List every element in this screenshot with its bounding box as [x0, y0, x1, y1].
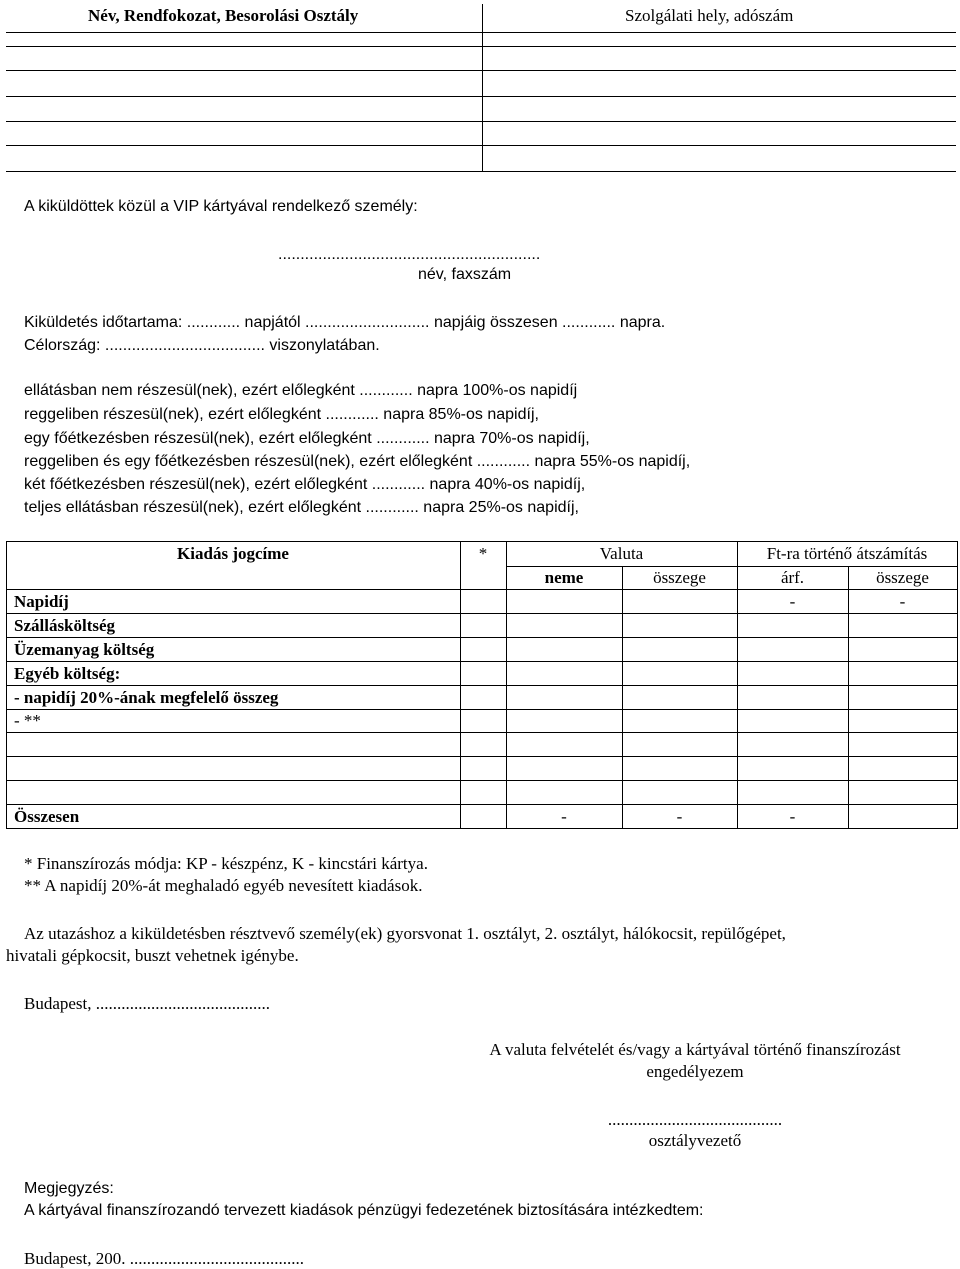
sub-currency-type: neme [544, 568, 584, 587]
total-dash: - [676, 807, 683, 826]
footnote-other: ** A napidíj 20%-át meghaladó egyéb nevesített kiadások. [24, 876, 423, 895]
per-diem-line: két főétkezésben részesül(nek), ezért előlegként ............ napra 40%-os napidíj, [24, 476, 586, 493]
col-currency: Valuta [599, 544, 644, 563]
col-title: Kiadás jogcíme [177, 544, 289, 563]
per-diem-line: reggeliben és egy főétkezésben részesül(nek), ezért előlegként ............ napra 55%-os napidíj, [24, 453, 691, 470]
approval-text-cont: engedélyezem [646, 1062, 744, 1081]
header-name-rank: Név, Rendfokozat, Besorolási Osztály [88, 6, 359, 25]
top-table-rule [6, 46, 956, 47]
row-label: Napidíj [14, 592, 69, 611]
row-amount-dash: - [899, 592, 906, 611]
vip-caption: név, faxszám [418, 266, 512, 283]
sub-exchange-rate: árf. [780, 568, 805, 587]
footnote-payment: * Finanszírozás módja: KP - készpénz, K - kincstári kártya. [24, 854, 428, 873]
sub-huf-amount: összege [876, 568, 929, 587]
top-table-rule [6, 70, 956, 71]
note-label: Megjegyzés: [24, 1180, 114, 1197]
per-diem-line: ellátásban nem részesül(nek), ezért előlegként ............ napra 100%-os napidíj [24, 382, 578, 399]
duration-line: Kiküldetés időtartama: ............ napjától ............................ napjáig összesen ............ napra. [24, 314, 666, 331]
destination-line: Célország: .................................... viszonylatában. [24, 337, 380, 354]
top-table-rule [6, 145, 956, 146]
signature-dots: ......................................... [607, 1110, 783, 1129]
sub-currency-amount: összege [653, 568, 706, 587]
total-label: Összesen [14, 807, 80, 826]
top-table-rule [6, 171, 956, 172]
row-label: - ** [14, 711, 41, 730]
final-date: Budapest, 200. ......................................... [24, 1249, 305, 1268]
total-dash: - [561, 807, 567, 826]
per-diem-line: teljes ellátásban részesül(nek), ezért előlegként ............ napra 25%-os napidíj, [24, 499, 579, 516]
row-label: Üzemanyag költség [14, 640, 155, 659]
total-dash: - [789, 807, 796, 826]
per-diem-line: egy főétkezésben részesül(nek), ezért előlegként ............ napra 70%-os napidíj, [24, 430, 590, 447]
top-table-rule [6, 121, 956, 122]
row-label: Egyéb költség: [14, 664, 121, 683]
vip-label: A kiküldöttek közül a VIP kártyával rendelkező személy: [24, 198, 418, 215]
signature-caption: osztályvezető [648, 1131, 742, 1150]
row-rate-dash: - [789, 592, 796, 611]
row-label: - napidíj 20%-ának megfelelő összeg [14, 688, 279, 707]
approval-text: A valuta felvételét és/vagy a kártyával történő finanszírozást [489, 1040, 901, 1059]
col-huf-conversion: Ft-ra történő átszámítás [766, 544, 928, 563]
col-payment-mode: * [478, 544, 488, 563]
place-date: Budapest, ......................................... [24, 994, 271, 1013]
header-workplace-taxid: Szolgálati hely, adószám [625, 6, 794, 25]
top-table-rule [6, 32, 956, 33]
per-diem-line: reggeliben részesül(nek), ezért előlegként ............ napra 85%-os napidíj, [24, 406, 539, 423]
row-label: Szállásköltség [14, 616, 116, 635]
travel-text: Az utazáshoz a kiküldetésben résztvevő személy(ek) gyorsvonat 1. osztályt, 2. osztályt, hálókocsit, repülőgépet, [24, 924, 786, 943]
top-table-divider [482, 4, 483, 172]
vip-dots: ........................................................... [278, 246, 541, 263]
top-table-rule [6, 96, 956, 97]
travel-text-cont: hivatali gépkocsit, buszt vehetnek igénybe. [6, 946, 299, 965]
note-text: A kártyával finanszírozandó tervezett kiadások pénzügyi fedezetének biztosítására intézkedtem: [24, 1202, 704, 1219]
